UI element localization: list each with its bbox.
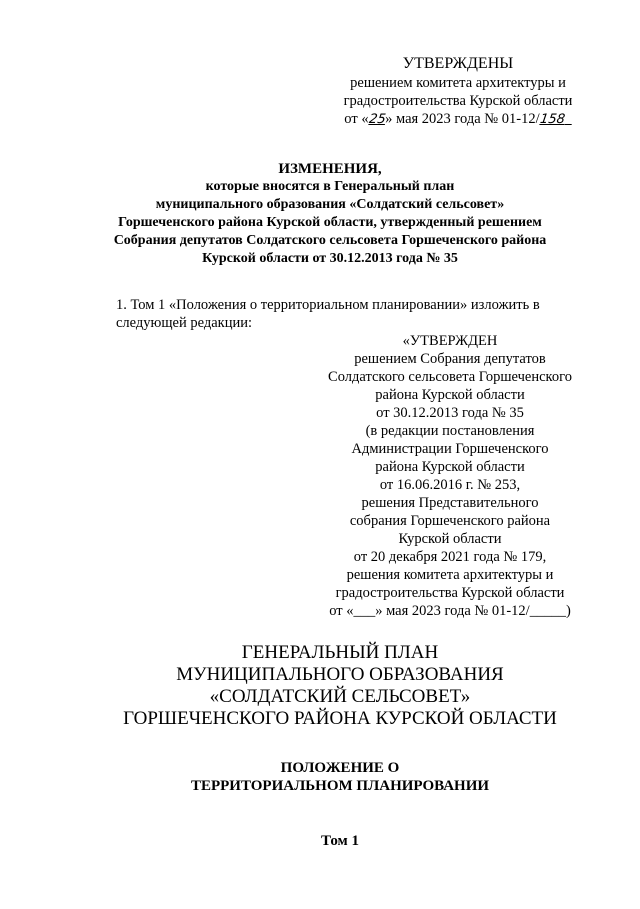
handwritten-day: 25: [367, 112, 387, 127]
changes-line: Собрания депутатов Солдатского сельсовета Горшеченского района: [113, 233, 547, 248]
polozhenie-heading: [60, 759, 620, 795]
gp-title-line: ГОРШЕЧЕНСКОГО РАЙОНА КУРСКОЙ ОБЛАСТИ: [123, 708, 557, 729]
approval-main-line: решения Представительного: [361, 495, 539, 511]
gp-title-line: ГЕНЕРАЛЬНЫЙ ПЛАН: [241, 642, 439, 663]
approval-main-line: от 16.06.2016 г. № 253,: [379, 477, 521, 493]
approval-main-line: (в редакции постановления: [365, 423, 535, 439]
approval-main-line: Администрации Горшеченского: [351, 441, 549, 457]
approval-main-line: «УТВЕРЖДЕН: [402, 333, 498, 349]
approval-stamp-main: [300, 332, 600, 620]
approval-main-line: от 30.12.2013 года № 35: [376, 405, 524, 421]
approval-main-line: района Курской области: [375, 387, 525, 403]
changes-line: Горшеченского района Курской области, утвержденный решением: [118, 215, 542, 230]
changes-title: ИЗМЕНЕНИЯ,: [278, 161, 382, 177]
approval-main-line: собрания Горшеченского района: [349, 513, 551, 529]
approval-main-line: Курской области: [398, 531, 502, 547]
approval-main-line: от «___» мая 2023 года № 01-12/_____): [329, 603, 571, 619]
general-plan-title: [60, 642, 620, 730]
changes-line: которые вносятся в Генеральный план: [205, 179, 455, 194]
gp-title-line: «СОЛДАТСКИЙ СЕЛЬСОВЕТ»: [209, 686, 471, 707]
item-1-text-cont: следующей редакции:: [116, 315, 253, 331]
approval-main-line: градостроительства Курской области: [335, 585, 565, 601]
changes-heading: [40, 160, 620, 268]
approval-main-line: решения комитета архитектуры и: [346, 567, 554, 583]
approval-main-line: решением Собрания депутатов: [354, 351, 546, 367]
changes-line: Курской области от 30.12.2013 года № 35: [202, 251, 458, 266]
approval-main-line: района Курской области: [375, 459, 525, 475]
volume-label: Том 1: [320, 833, 359, 849]
approval-main-line: от 20 декабря 2021 года № 179,: [353, 549, 547, 565]
approval-main-line: Солдатского сельсовета Горшеченского: [328, 369, 572, 385]
item-1-text: 1. Том 1 «Положения о территориальном планировании» изложить в: [116, 297, 540, 313]
gp-title-line: МУНИЦИПАЛЬНОГО ОБРАЗОВАНИЯ: [176, 664, 504, 685]
approval-stamp-top: [318, 54, 598, 129]
handwritten-number: 158: [538, 112, 566, 127]
polozhenie-line-1: ПОЛОЖЕНИЕ О: [280, 760, 400, 776]
approval-line-2: градостроительства Курской области: [343, 93, 573, 109]
date-middle: » мая 2023 года № 01-12/: [385, 111, 540, 127]
changes-line: муниципального образования «Солдатский сельсовет»: [155, 197, 505, 212]
approval-line-1: решением комитета архитектуры и: [350, 75, 566, 91]
approval-heading: УТВЕРЖДЕНЫ: [402, 55, 514, 72]
date-prefix: от «: [344, 111, 369, 127]
polozhenie-line-2: ТЕРРИТОРИАЛЬНОМ ПЛАНИРОВАНИИ: [190, 778, 490, 794]
approval-date-line: [318, 110, 598, 129]
